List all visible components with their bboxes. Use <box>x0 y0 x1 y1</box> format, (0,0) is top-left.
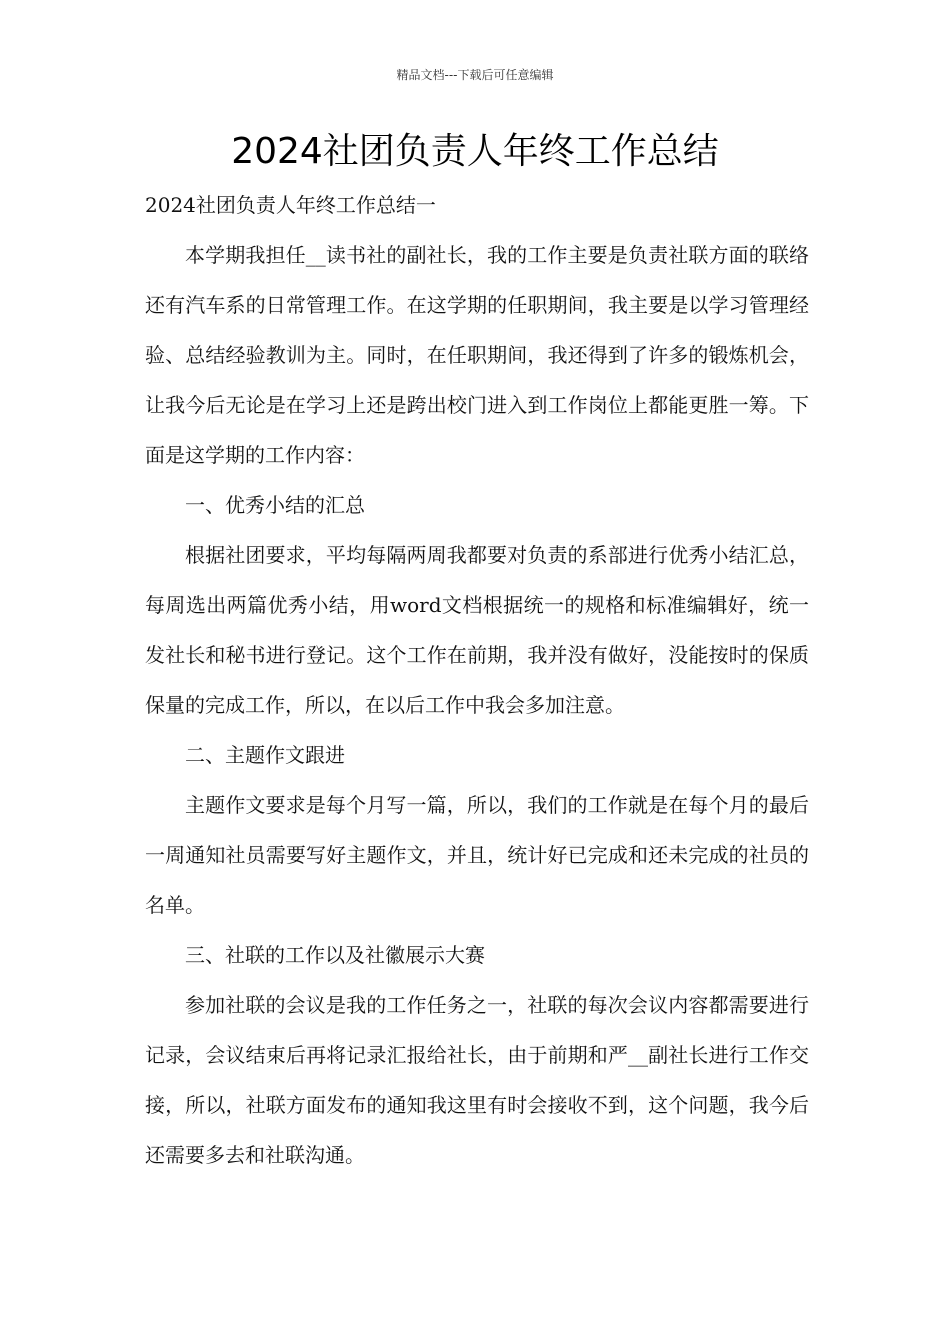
section-heading-1: 一、优秀小结的汇总 <box>185 493 365 517</box>
document-body <box>145 180 809 1180</box>
section-heading-2: 二、主题作文跟进 <box>185 743 345 767</box>
paragraph-federation-work: 参加社联的会议是我的工作任务之一，社联的每次会议内容都需要进行记录，会议结束后再将记录汇报给社长，由于前期和严__副社长进行工作交接，所以，社联方面发布的通知我这里有时会接收不到，这个问题，我今后还需要多去和社联沟通。 <box>145 993 809 1167</box>
section-subtitle: 2024社团负责人年终工作总结一 <box>145 193 436 217</box>
paragraph-theme-essay: 主题作文要求是每个月写一篇，所以，我们的工作就是在每个月的最后一周通知社员需要写好主题作文，并且，统计好已完成和还未完成的社员的名单。 <box>145 793 809 917</box>
paragraph-intro: 本学期我担任__读书社的副社长，我的工作主要是负责社联方面的联络还有汽车系的日常管理工作。在这学期的任职期间，我主要是以学习管理经验、总结经验教训为主。同时，在任职期间，我还得到了许多的锻炼机会，让我今后无论是在学习上还是跨出校门进入到工作岗位上都能更胜一筹。下面是这学期的工作内容： <box>145 243 809 467</box>
section-heading-3: 三、社联的工作以及社徽展示大赛 <box>185 943 485 967</box>
header-note: 精品文档---下载后可任意编辑 <box>396 68 554 82</box>
document-title: 2024社团负责人年终工作总结 <box>231 131 719 172</box>
paragraph-summary-collection: 根据社团要求，平均每隔两周我都要对负责的系部进行优秀小结汇总，每周选出两篇优秀小结，用word文档根据统一的规格和标准编辑好，统一发社长和秘书进行登记。这个工作在前期，我并没有做好，没能按时的保质保量的完成工作，所以，在以后工作中我会多加注意。 <box>145 543 809 717</box>
